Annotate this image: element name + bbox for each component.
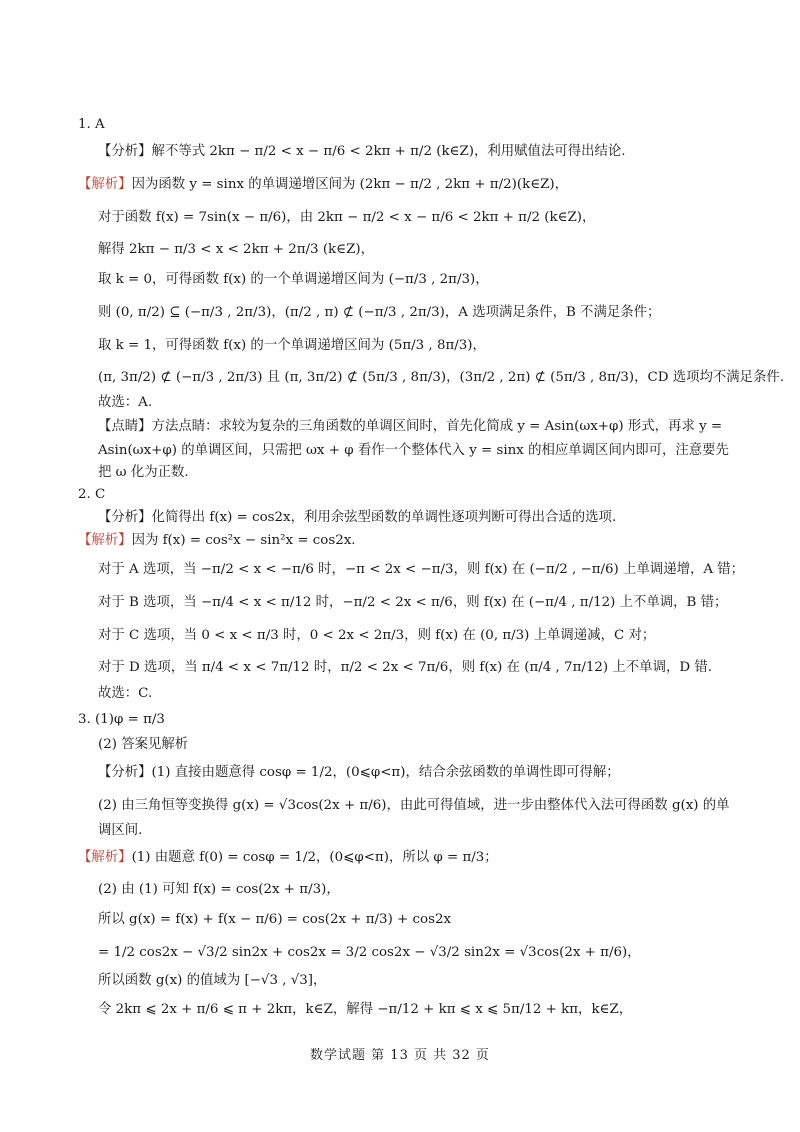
solution-3-line-3: 所以 g(x) = f(x) + f(x − π/6) = cos(2x + π/3) + cos2x — [98, 912, 452, 927]
solution-3-line-1 — [78, 848, 498, 868]
tip-1-line-2: Asin(ωx+φ) 的单调区间，只需把 ωx + φ 看作一个整体代入 y = sinx 的相应单调区间内即可，注意要先 — [98, 443, 729, 458]
solution-1-line-5: 则 (0, π/2) ⊆ (−π/3 , 2π/3)，(π/2 , π) ⊄ (−π/3 , 2π/3)，A 选项满足条件，B 不满足条件； — [98, 305, 661, 320]
analysis-3-line-3: 调区间. — [98, 823, 143, 838]
analysis-3-line-2: (2) 由三角恒等变换得 g(x) = √3cos(2x + π/6)，由此可得值域，进一步由整体代入法可得函数 g(x) 的单 — [98, 798, 730, 813]
page-footer: 数学试题 第 13 页 共 32 页 — [310, 1048, 490, 1063]
solution-text: (1) 由题意 f(0) = cosφ = 1/2，(0⩽φ<π)，所以 φ = π/3； — [131, 850, 498, 865]
solution-text: 因为 f(x) = cos²x − sin²x = cos2x. — [131, 533, 356, 548]
answer-3-heading: 3. (1)φ = π/3 — [78, 712, 165, 727]
solution-2-option-c: 对于 C 选项，当 0 < x < π/3 时，0 < 2x < 2π/3，则 f(x) 在 (0, π/3) 上单调递减，C 对； — [98, 628, 656, 643]
solution-2-option-a: 对于 A 选项，当 −π/2 < x < −π/6 时，−π < 2x < −π/3，则 f(x) 在 (−π/2 , −π/6) 上单调递增，A 错； — [98, 562, 745, 577]
solution-3-line-5: 所以函数 g(x) 的值域为 [−√3 , √3]， — [98, 973, 327, 988]
solution-2-line-1 — [78, 531, 356, 551]
solution-1-line-6: 取 k = 1，可得函数 f(x) 的一个单调递增区间为 (5π/3 , 8π/3)， — [98, 338, 486, 353]
solution-1-conclusion: 故选：A. — [98, 395, 153, 410]
solution-3-line-2: (2) 由 (1) 可知 f(x) = cos(2x + π/3)， — [98, 882, 340, 897]
solution-1-line-4: 取 k = 0，可得函数 f(x) 的一个单调递增区间为 (−π/3 , 2π/3)， — [98, 272, 489, 287]
solution-3-line-4: = 1/2 cos2x − √3/2 sin2x + cos2x = 3/2 cos2x − √3/2 sin2x = √3cos(2x + π/6)， — [98, 945, 641, 960]
answer-2-heading: 2. C — [78, 487, 106, 502]
analysis-2: 【分析】化简得出 f(x) = cos2x，利用余弦型函数的单调性逐项判断可得出合适的选项. — [98, 510, 617, 525]
analysis-1: 【分析】解不等式 2kπ − π/2 < x − π/6 < 2kπ + π/2 (k∈Z)，利用赋值法可得出结论. — [98, 144, 626, 159]
tip-1-line-1: 【点睛】方法点睛：求较为复杂的三角函数的单调区间时，首先化简成 y = Asin(ωx+φ) 形式，再求 y = — [98, 419, 723, 434]
solution-1-line-3: 解得 2kπ − π/3 < x < 2kπ + 2π/3 (k∈Z)， — [98, 242, 374, 257]
answer-3-part-2: (2) 答案见解析 — [98, 737, 189, 752]
solution-3-line-6: 令 2kπ ⩽ 2x + π/6 ⩽ π + 2kπ，k∈Z，解得 −π/12 + kπ ⩽ x ⩽ 5π/12 + kπ，k∈Z， — [98, 1002, 633, 1017]
solution-tag: 【解析】 — [78, 850, 132, 865]
answer-1-heading: 1. A — [78, 117, 105, 132]
tip-1-line-3: 把 ω 化为正数. — [98, 465, 189, 480]
solution-1-line-1 — [78, 175, 568, 195]
solution-2-option-b: 对于 B 选项，当 −π/4 < x < π/12 时，−π/2 < 2x < π/6，则 f(x) 在 (−π/4 , π/12) 上不单调，B 错； — [98, 595, 728, 610]
solution-tag: 【解析】 — [78, 533, 132, 548]
solution-1-line-2: 对于函数 f(x) = 7sin(x − π/6)，由 2kπ − π/2 < x − π/6 < 2kπ + π/2 (k∈Z)， — [98, 210, 596, 225]
solution-1-line-7: (π, 3π/2) ⊄ (−π/3 , 2π/3) 且 (π, 3π/2) ⊄ (5π/3 , 8π/3)，(3π/2 , 2π) ⊄ (5π/3 , 8π/3)，CD 选项均不满足条件. — [98, 370, 785, 385]
solution-2-conclusion: 故选：C. — [98, 686, 153, 701]
analysis-3-line-1: 【分析】(1) 直接由题意得 cosφ = 1/2，(0⩽φ<π)，结合余弦函数的单调性即可得解； — [98, 765, 620, 780]
solution-tag: 【解析】 — [78, 177, 132, 192]
solution-text: 因为函数 y = sinx 的单调递增区间为 (2kπ − π/2 , 2kπ + π/2)(k∈Z)， — [131, 177, 569, 192]
solution-2-option-d: 对于 D 选项，当 π/4 < x < 7π/12 时，π/2 < 2x < 7π/6，则 f(x) 在 (π/4 , 7π/12) 上不单调，D 错. — [98, 660, 712, 675]
